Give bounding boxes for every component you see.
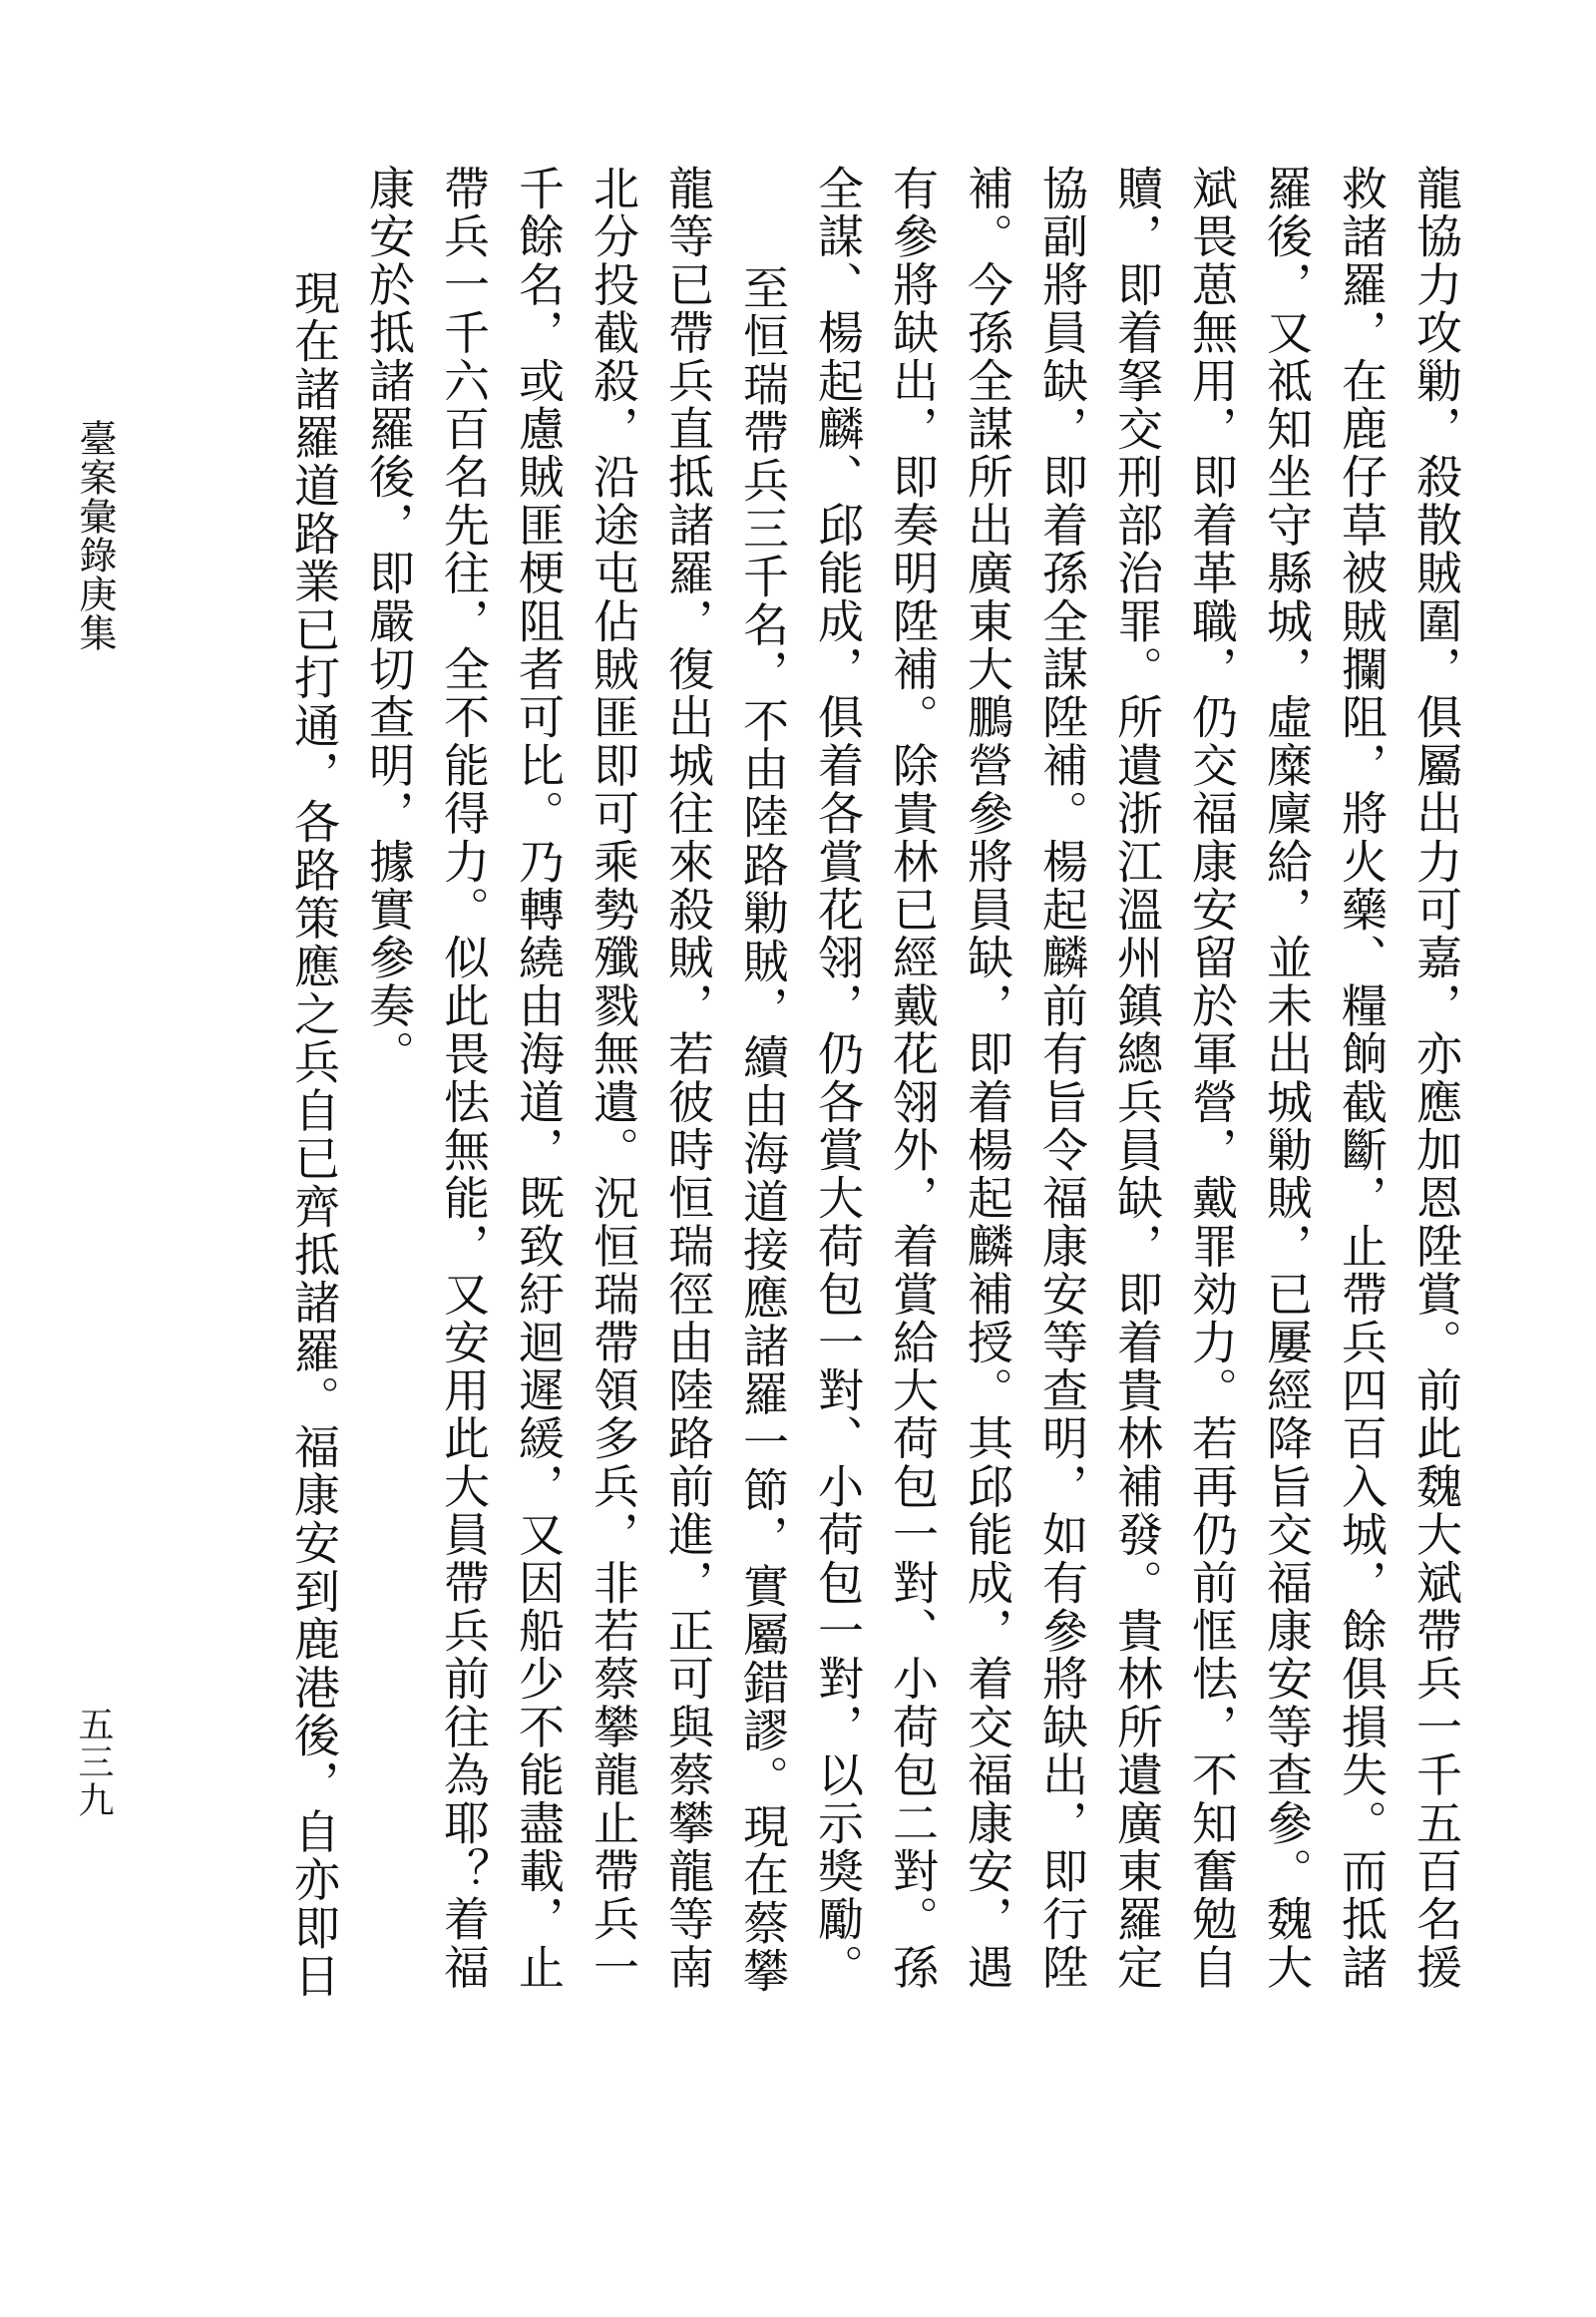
text-column: 龍等已帶兵直抵諸羅，復出城往來殺賊，若彼時恒瑞徑由陸路前進，正可與蔡攀龍等南	[661, 165, 715, 1992]
text-column: 帶兵一千六百名先往，全不能得力。似此畏怯無能，又安用此大員帶兵前往為耶？着福	[437, 165, 491, 1992]
text-column: 斌畏葸無用，即着革職，仍交福康安留於軍營，戴罪効力。若再仍前恇怯，不知奮勉自	[1185, 165, 1239, 1992]
text-column: 救諸羅，在鹿仔草被賊攔阻，將火藥、糧餉截斷，止帶兵四百入城，餘俱損失。而抵諸	[1335, 165, 1389, 1992]
text-column: 贖，即着拏交刑部治罪。所遺浙江溫州鎮總兵員缺，即着貴林補發。貴林所遺廣東羅定	[1110, 165, 1164, 1992]
text-column: 北分投截殺，沿途屯佔賊匪即可乘勢殲戮無遺。況恒瑞帶領多兵，非若蔡攀龍止帶兵一	[587, 165, 640, 1992]
text-column: 現在諸羅道路業已打通，各路策應之兵自已齊抵諸羅。福康安到鹿港後，自亦即日	[287, 269, 341, 2001]
text-column: 龍協力攻勦，殺散賊圍，俱屬出力可嘉，亦應加恩陞賞。前此魏大斌帶兵一千五百名援	[1409, 165, 1463, 1992]
text-column: 補。今孫全謀所出廣東大鵬營參將員缺，即着楊起麟補授。其邱能成，着交福康安，遇	[961, 165, 1014, 1992]
book-title: 臺案彙錄庚集	[73, 419, 117, 652]
text-column: 康安於抵諸羅後，即嚴切查明，據實參奏。	[362, 165, 416, 1078]
text-column: 全謀、楊起麟、邱能成，俱着各賞花翎，仍各賞大荷包一對、小荷包一對，以示獎勵。	[811, 165, 865, 1992]
text-column: 協副將員缺，即着孫全謀陞補。楊起麟前有旨令福康安等查明，如有參將缺出，即行陞	[1035, 165, 1089, 1992]
text-column: 至恒瑞帶兵三千名，不由陸路勦賊，續由海道接應諸羅一節，實屬錯謬。現在蔡攀	[736, 264, 790, 1996]
page-number: 五三九	[73, 1706, 114, 1819]
text-column: 羅後，又祗知坐守縣城，虛糜廩給，並未出城勦賊，已屢經降旨交福康安等查參。魏大	[1260, 165, 1314, 1992]
text-column: 千餘名，或慮賊匪梗阻者可比。乃轉繞由海道，既致紆迴遲緩，又因船少不能盡載，止	[512, 165, 566, 1992]
text-column: 有參將缺出，即奏明陞補。除貴林已經戴花翎外，着賞給大荷包一對、小荷包二對。孫	[886, 165, 940, 1992]
